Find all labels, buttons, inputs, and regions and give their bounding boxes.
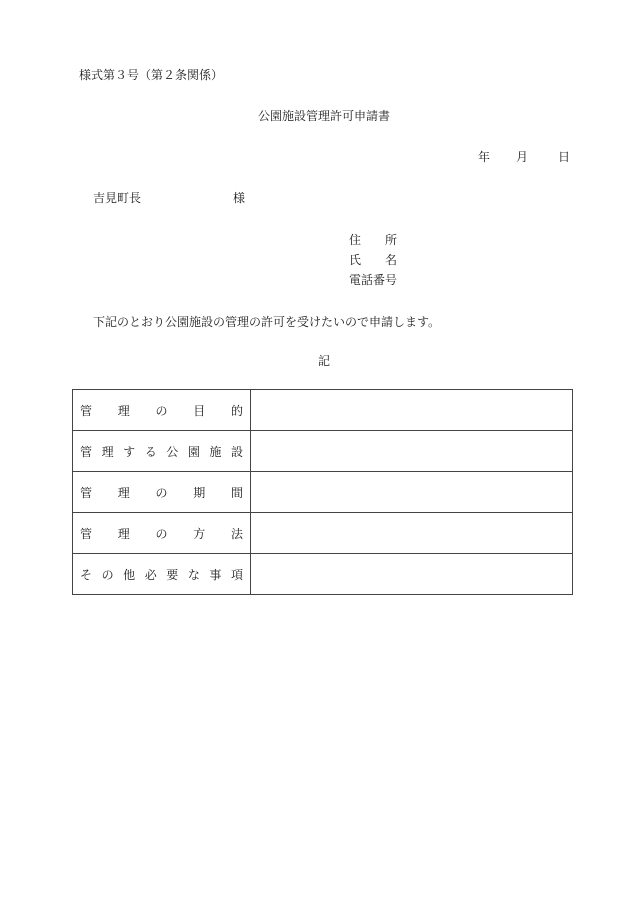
table-row-label	[73, 513, 251, 554]
table-row-label-text: 管 理 す る 公 園 施 設	[80, 444, 243, 459]
table-row-label	[73, 390, 251, 431]
table-row-value[interactable]	[251, 513, 573, 554]
applicant-phone-label	[349, 271, 397, 288]
table-row-label-text: 管 理 の 方 法	[80, 526, 243, 541]
table-row-label-text: そ の 他 必 要 な 事 項	[80, 567, 243, 582]
table-row-label-text: 管 理 の 期 間	[80, 485, 243, 500]
applicant-phone-text: 電話番号	[349, 273, 398, 287]
table-row-value[interactable]	[251, 390, 573, 431]
table-row-label	[73, 431, 251, 472]
addressee-name: 吉見町長	[93, 191, 142, 205]
applicant-name-label	[349, 251, 397, 268]
date-row	[478, 148, 570, 165]
table-row	[73, 390, 573, 431]
table-row	[73, 431, 573, 472]
date-month-label: 月	[516, 150, 529, 164]
date-day-label: 日	[558, 150, 571, 164]
date-year-label: 年	[478, 150, 491, 164]
table-row	[73, 554, 573, 595]
form-number: 様式第３号（第２条関係）	[79, 68, 224, 82]
table-row	[73, 472, 573, 513]
applicant-name-text: 氏 名	[349, 253, 398, 267]
document-title: 公園施設管理許可申請書	[257, 109, 390, 123]
application-statement: 下記のとおり公園施設の管理の許可を受けたいので申請します。	[93, 315, 441, 329]
table-row-value[interactable]	[251, 554, 573, 595]
details-table	[72, 389, 573, 595]
applicant-address-label	[349, 231, 397, 248]
table-row-label-text: 管 理 の 目 的	[80, 403, 243, 418]
table-row-label	[73, 554, 251, 595]
table-row	[73, 513, 573, 554]
addressee-row	[93, 189, 245, 206]
table-row-value[interactable]	[251, 431, 573, 472]
ki-label: 記	[317, 354, 330, 368]
addressee-honorific: 様	[233, 191, 246, 205]
details-table-body	[73, 390, 573, 595]
table-row-label	[73, 472, 251, 513]
table-row-value[interactable]	[251, 472, 573, 513]
applicant-address-text: 住 所	[349, 233, 398, 247]
